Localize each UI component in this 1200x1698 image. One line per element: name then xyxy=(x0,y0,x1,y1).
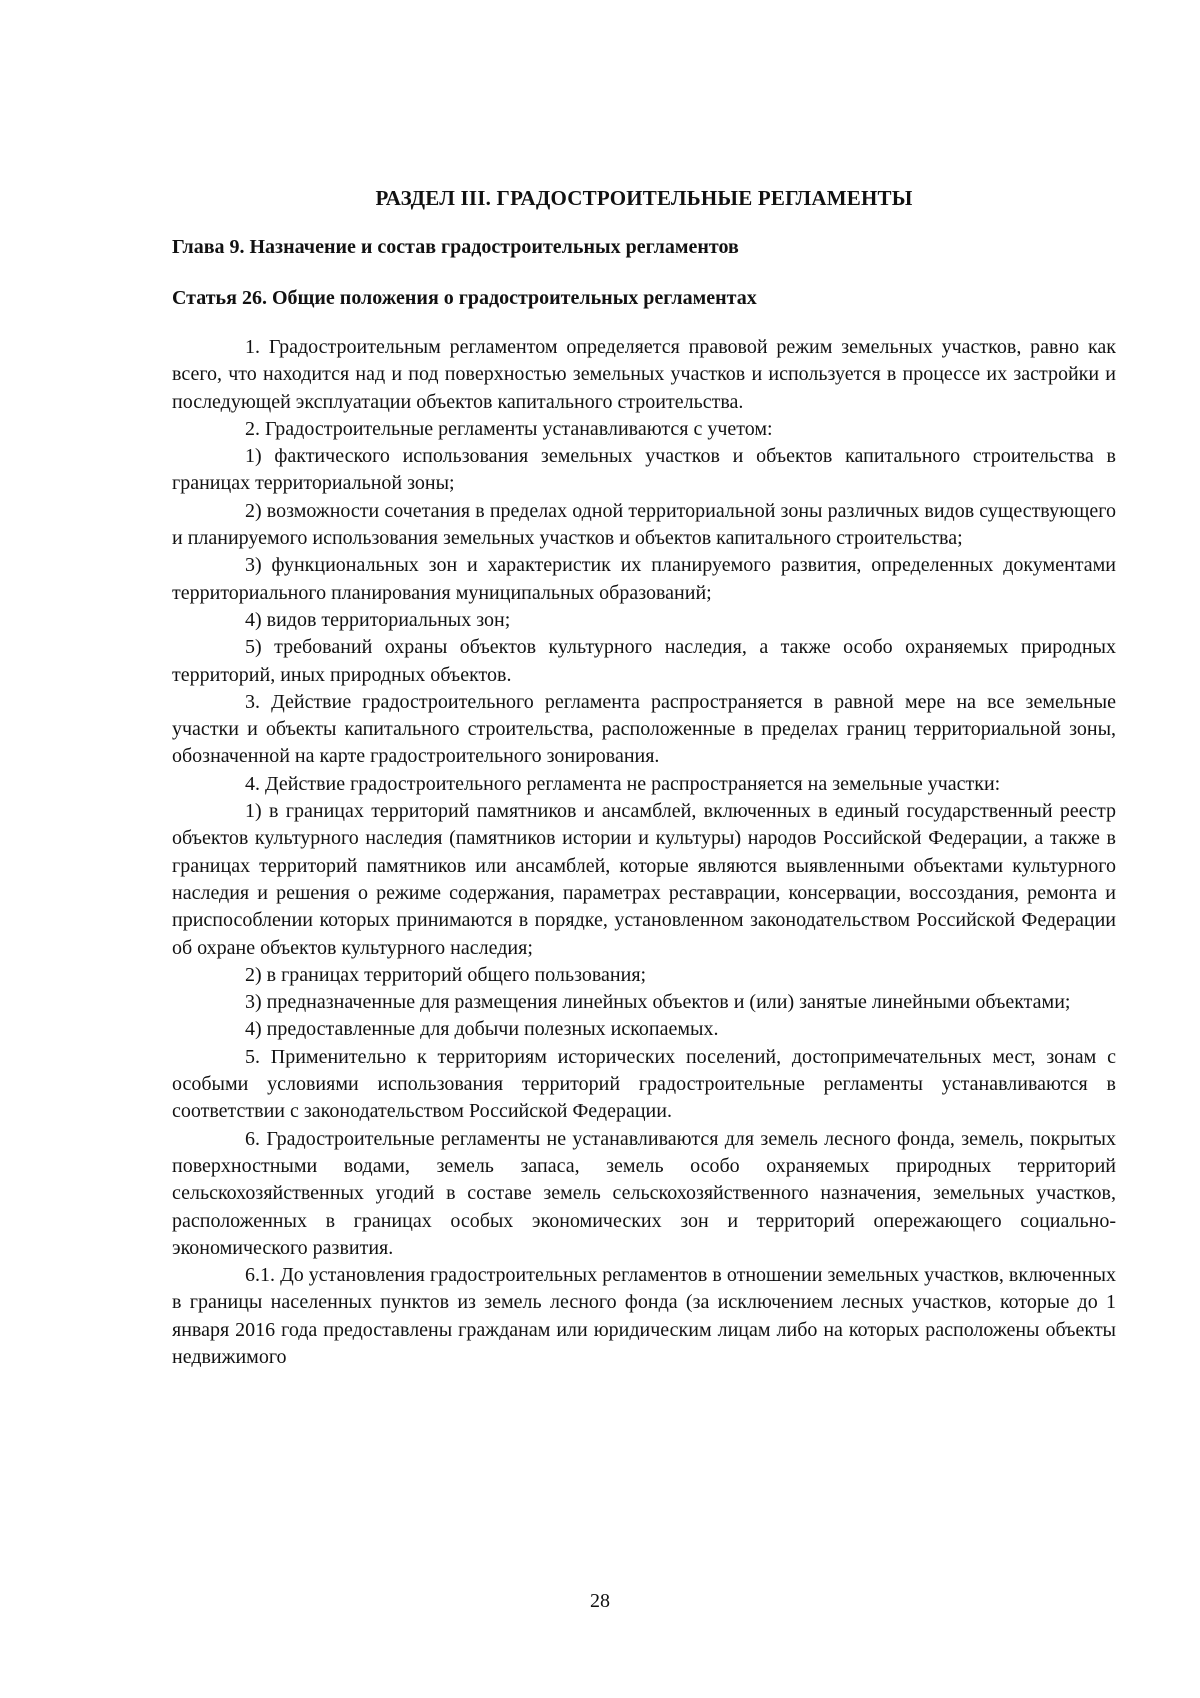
paragraph-6-1: 6.1. До установления градостроительных регламентов в отношении земельных участков, включенных в границы населенных пунктов из земель лесного фонда (за исключением лесных участков, которые до 1 января 2016 года предоставлены гражданам или юридическим лицам либо на которых расположены объекты недвижимого xyxy=(172,1264,1116,1368)
page-number: 28 xyxy=(590,1590,610,1612)
article-body xyxy=(172,334,1116,1371)
paragraph-5: 5. Применительно к территориям исторических поселений, достопримечательных мест, зонам с особыми условиями использования территорий градостроительные регламенты устанавливаются в соответствии с законодательством Российской Федерации. xyxy=(172,1045,1116,1123)
paragraph-2-item-2: 2) возможности сочетания в пределах одной территориальной зоны различных видов существующего и планируемого использования земельных участков и объектов капитального строительства; xyxy=(172,499,1116,550)
paragraph-2-item-4: 4) видов территориальных зон; xyxy=(245,608,511,631)
paragraph-4-item-4: 4) предоставленные для добычи полезных ископаемых. xyxy=(245,1018,719,1041)
paragraph-4-item-2: 2) в границах территорий общего пользования; xyxy=(245,963,647,986)
paragraph-2-item-1: 1) фактического использования земельных участков и объектов капитального строительства в границах территориальной зоны; xyxy=(172,445,1116,495)
paragraph-4: 4. Действие градостроительного регламента не распространяется на земельные участки: xyxy=(245,772,1001,795)
paragraph-2: 2. Градостроительные регламенты устанавливаются с учетом: xyxy=(245,417,773,440)
paragraph-3: 3. Действие градостроительного регламента распространяется в равной мере на все земельные участки и объекты капитального строительства, расположенные в пределах границ территориальной зоны, обозначенной на карте градостроительного зонирования. xyxy=(172,690,1116,768)
paragraph-4-item-3: 3) предназначенные для размещения линейных объектов и (или) занятые линейными объектами; xyxy=(245,991,1071,1014)
section-title: РАЗДЕЛ III. ГРАДОСТРОИТЕЛЬНЫЕ РЕГЛАМЕНТЫ xyxy=(375,186,913,210)
paragraph-2-item-5: 5) требований охраны объектов культурного наследия, а также особо охраняемых природных территорий, иных природных объектов. xyxy=(172,636,1116,686)
page-content xyxy=(172,184,1116,1371)
paragraph-2-item-3: 3) функциональных зон и характеристик их планируемого развития, определенных документами территориального планирования муниципальных образований; xyxy=(172,554,1116,604)
article-title: Статья 26. Общие положения о градостроительных регламентах xyxy=(172,287,757,309)
paragraph-4-item-1: 1) в границах территорий памятников и ансамблей, включенных в единый государственный реестр объектов культурного наследия (памятников истории и культуры) народов Российской Федерации, а также в границах территорий памятников или ансамблей, которые являются выявленными объектами культурного наследия и решения о режиме содержания, параметрах реставрации, консервации, воссоздания, ремонта и приспособлении которых принимаются в порядке, установленном законодательством Российской Федерации об охране объектов культурного наследия; xyxy=(172,800,1116,959)
chapter-title: Глава 9. Назначение и состав градостроительных регламентов xyxy=(172,236,739,258)
paragraph-6: 6. Градостроительные регламенты не устанавливаются для земель лесного фонда, земель, покрытых поверхностными водами, земель запаса, земель особо охраняемых природных территорий сельскохозяйственных угодий в составе земель сельскохозяйственного назначения, земельных участков, расположенных в границах особых экономических зон и территорий опережающего социально-экономического развития. xyxy=(172,1127,1116,1259)
paragraph-1: 1. Градостроительным регламентом определяется правовой режим земельных участков, равно как всего, что находится над и под поверхностью земельных участков и используется в процессе их застройки и последующей эксплуатации объектов капитального строительства. xyxy=(172,336,1116,413)
